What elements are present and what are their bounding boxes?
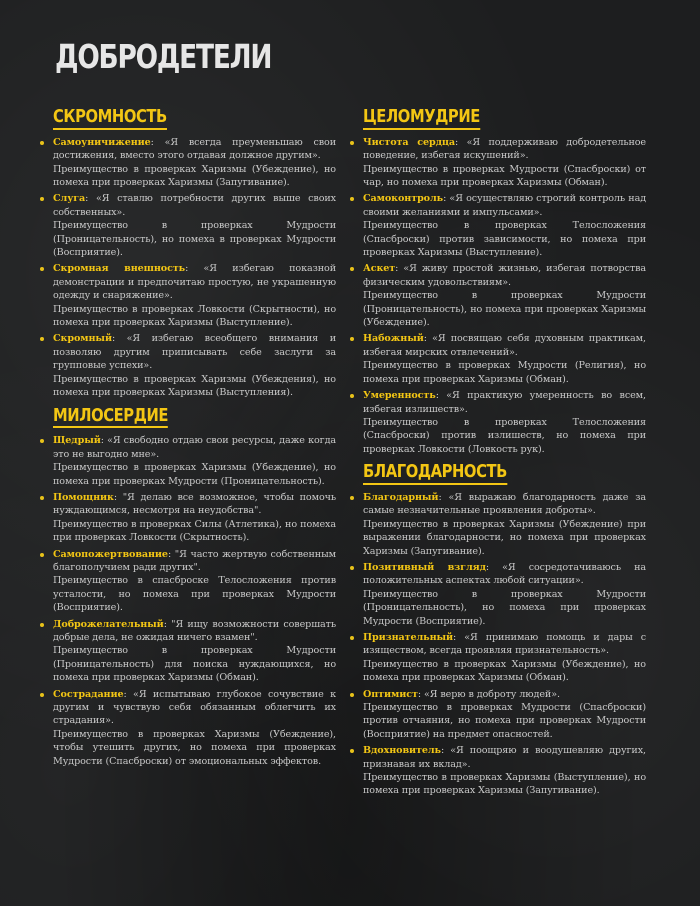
trait-effect: Преимущество в проверках Мудрости (Спасброски) против отчаяния, но помеха при проверках Мудрости (Восприятие) на предмет опасностей. <box>363 702 646 740</box>
trait-item <box>53 548 336 615</box>
trait-item <box>53 262 336 329</box>
trait-name: Благодарный <box>363 491 439 503</box>
trait-description: : «Я практикую умеренность во всем, избегая излишеств». <box>363 390 646 415</box>
trait-effect: Преимущество в проверках Ловкости (Скрытности), но помеха при проверках Харизмы (Выступление). <box>53 303 336 329</box>
trait-name: Самоуничижение <box>53 136 151 148</box>
trait-item <box>53 136 336 190</box>
trait-description: : «Я осуществляю строгий контроль над своими желаниями и импульсами». <box>363 193 646 218</box>
trait-name: Самопожертвование <box>53 548 168 560</box>
trait-list <box>53 434 336 768</box>
trait-description: : "Я ищу возможности совершать добрые дела, не ожидая ничего взамен". <box>53 618 336 643</box>
trait-item <box>53 332 336 399</box>
section-heading: ЦЕЛОМУДРИЕ <box>363 107 480 130</box>
section-heading: СКРОМНОСТЬ <box>53 107 167 130</box>
trait-description: : «Я избегаю всеобщего внимания и позволяю другим приписывать себе заслуги за групповые успехи». <box>53 333 336 372</box>
trait-effect: Преимущество в проверках Телосложения (Спасброски) против излишеств, но помеха при проверках Ловкости (Ловкость рук). <box>363 416 646 455</box>
trait-description: : «Я выражаю благодарность даже за самые незначительные проявления доброты». <box>363 491 646 517</box>
trait-description: : «Я испытываю глубокое сочувствие к другим и чувствую себя обязанным облегчить их страдания». <box>53 688 336 727</box>
trait-effect: Преимущество в проверках Харизмы (Убеждение), но помеха при проверках Харизмы (Запугивание). <box>53 163 336 189</box>
trait-item <box>363 744 646 798</box>
trait-name: Сострадание <box>53 688 124 700</box>
trait-description: : "Я делаю все возможное, чтобы помочь нуждающимся, несмотря на неудобства". <box>53 491 336 517</box>
trait-name: Доброжелательный <box>53 618 164 630</box>
trait-effect: Преимущество в проверках Мудрости (Проницательность), но помеха в проверках Мудрости (Восприятие). <box>53 220 336 259</box>
left-column <box>53 107 336 774</box>
trait-name: Слуга <box>53 193 86 205</box>
trait-name: Щедрый <box>53 435 101 447</box>
trait-item <box>53 434 336 488</box>
trait-description: : «Я живу простой жизнью, избегая потворства физическим удовольствиям». <box>363 263 646 288</box>
trait-name: Вдохновитель <box>363 745 441 757</box>
trait-effect: Преимущество в проверках Мудрости (Проницательность), но помеха при проверках Мудрости (Восприятие). <box>363 588 646 627</box>
trait-description: : «Я свободно отдаю свои ресурсы, даже когда это не выгодно мне». <box>53 435 336 460</box>
trait-effect: Преимущество в проверках Телосложения (Спасброски) против зависимости, но помеха при проверках Харизмы (Выступление). <box>363 220 646 259</box>
trait-name: Самоконтроль <box>363 193 444 205</box>
trait-description: : "Я часто жертвую собственным благополучием ради других". <box>53 548 336 573</box>
section-heading: БЛАГОДАРНОСТЬ <box>363 462 507 485</box>
trait-effect: Преимущество в проверках Харизмы (Убеждение), чтобы утешить других, но помеха при проверках Мудрости (Спасброски) от эмоциональных эффектов. <box>53 728 336 767</box>
trait-name: Чистота сердца <box>363 136 456 148</box>
trait-description: : «Я принимаю помощь и дары с изяществом, всегда проявляя признательность». <box>363 632 646 657</box>
trait-list <box>363 491 646 798</box>
trait-name: Аскет <box>363 263 396 275</box>
trait-item <box>53 192 336 259</box>
trait-description: : «Я всегда преуменьшаю свои достижения, вместо этого отдавая должное другим». <box>53 136 336 162</box>
trait-name: Позитивный взгляд <box>363 561 486 573</box>
trait-item <box>53 688 336 768</box>
trait-description: : «Я избегаю показной демонстрации и предпочитаю простую, не украшенную одежду и снаряжение». <box>53 263 336 302</box>
trait-effect: Преимущество в проверках Мудрости (Проницательность), но помеха при проверках Харизмы (Убеждение). <box>363 290 646 329</box>
trait-description: : «Я посвящаю себя духовным практикам, избегая мирских отвлечений». <box>363 333 646 358</box>
trait-effect: Преимущество в проверках Харизмы (Убеждение), но помеха при проверках Мудрости (Проницательность). <box>53 462 336 487</box>
trait-description: : «Я верю в доброту людей». <box>417 688 560 700</box>
page-title: ДОБРОДЕТЕЛИ <box>55 37 272 76</box>
section-heading: МИЛОСЕРДИЕ <box>53 406 168 429</box>
trait-name: Оптимист <box>363 688 418 700</box>
right-column <box>363 107 646 804</box>
trait-effect: Преимущество в проверках Харизмы (Убеждение), но помеха при проверках Харизмы (Обман). <box>363 658 646 684</box>
virtue-section <box>53 406 336 769</box>
trait-effect: Преимущество в спасброске Телосложения против усталости, но помеха при проверках Мудрости (Восприятие). <box>53 575 336 614</box>
trait-list <box>53 136 336 400</box>
trait-description: : «Я ставлю потребности других выше своих собственных». <box>53 193 336 218</box>
trait-name: Помощник <box>53 491 114 503</box>
trait-name: Скромная внешность <box>53 263 186 275</box>
trait-list <box>363 136 646 456</box>
trait-name: Признательный <box>363 632 454 643</box>
trait-item <box>53 618 336 685</box>
virtue-section <box>363 107 646 456</box>
trait-item <box>363 688 646 742</box>
trait-item <box>363 491 646 558</box>
trait-name: Умеренность <box>363 390 436 402</box>
trait-item <box>363 192 646 259</box>
trait-name: Скромный <box>53 333 112 345</box>
trait-item <box>363 389 646 456</box>
trait-effect: Преимущество в проверках Мудрости (Проницательность) для поиска нуждающихся, но помеха при проверках Харизмы (Обман). <box>53 645 336 684</box>
trait-item <box>363 262 646 329</box>
trait-description: : «Я сосредотачиваюсь на положительных аспектах любой ситуации». <box>363 561 646 587</box>
virtue-section <box>363 462 646 798</box>
trait-effect: Преимущество в проверках Харизмы (Выступление), но помеха при проверках Харизмы (Запугивание). <box>363 772 646 797</box>
trait-effect: Преимущество в проверках Харизмы (Убеждение) при выражении благодарности, но помеха при проверках Харизмы (Запугивание). <box>363 518 646 557</box>
trait-name: Набожный <box>363 333 424 345</box>
trait-description: : «Я поощряю и воодушевляю других, признавая их вклад». <box>363 745 646 770</box>
trait-effect: Преимущество в проверках Мудрости (Религия), но помеха при проверках Харизмы (Обман). <box>363 360 646 385</box>
trait-item <box>363 136 646 190</box>
virtue-section <box>53 107 336 400</box>
trait-description: : «Я поддерживаю добродетельное поведение, избегая искушений». <box>363 136 646 162</box>
trait-effect: Преимущество в проверках Силы (Атлетика), но помеха при проверках Ловкости (Скрытность). <box>53 518 336 544</box>
trait-effect: Преимущество в проверках Мудрости (Спасброски) от чар, но помеха при проверках Харизмы (Обман). <box>363 163 646 189</box>
trait-effect: Преимущество в проверках Харизмы (Убеждения), но помеха при проверках Харизмы (Выступления). <box>53 373 336 399</box>
trait-item <box>363 332 646 386</box>
trait-item <box>363 631 646 685</box>
trait-item <box>53 491 336 545</box>
trait-item <box>363 561 646 628</box>
